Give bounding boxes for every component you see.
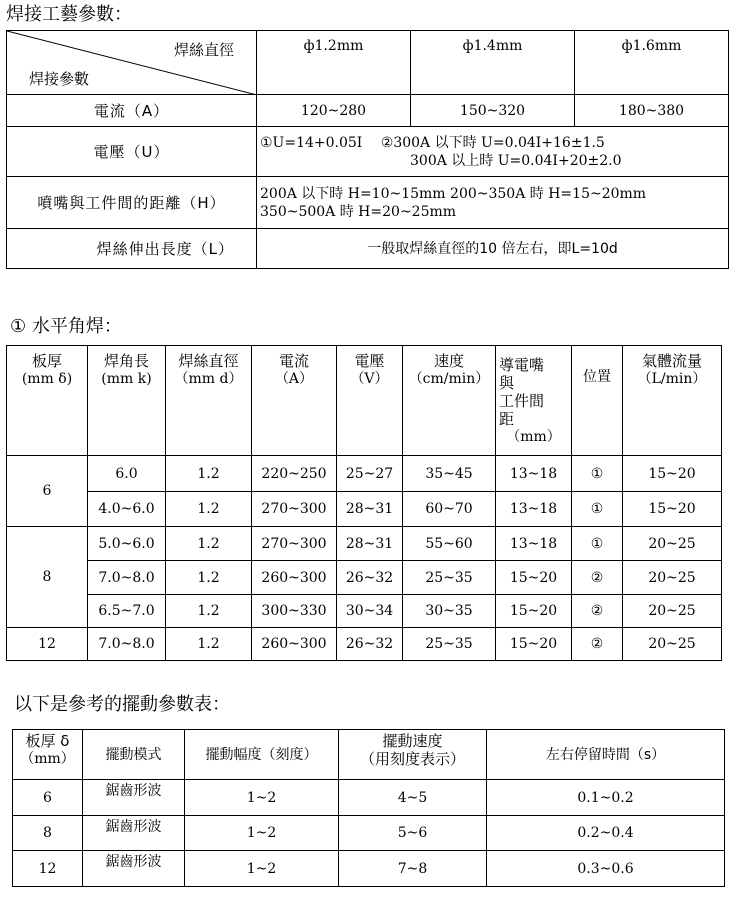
position-cell: ②	[572, 561, 623, 595]
tip-cell: 13~18	[496, 527, 572, 561]
welding-parameter-header: 焊接參數	[29, 70, 90, 88]
header-speed	[403, 346, 496, 456]
table-row	[13, 851, 725, 887]
current-label: 電流（A）	[7, 95, 257, 127]
header-wire-label: 焊絲直徑	[178, 352, 239, 370]
voltage-label: 電壓（U）	[7, 127, 257, 177]
gas-cell: 20~25	[623, 561, 722, 595]
osc-header-dwell: 左右停留時間（s）	[487, 730, 725, 780]
thickness-cell: 12	[7, 628, 88, 661]
position-cell: ①	[572, 527, 623, 561]
table-row	[13, 816, 725, 851]
header-current-unit: （A）	[274, 371, 314, 387]
header-current-label: 電流	[278, 352, 309, 370]
speed-cell: 25~35	[403, 561, 496, 595]
osc-thickness-cell: 8	[13, 816, 83, 851]
header-position: 位置	[572, 346, 623, 456]
diameter-1-6: ф1.6mm	[575, 31, 729, 95]
thickness-cell: 8	[7, 527, 88, 628]
header-leg-label: 焊角長	[103, 352, 149, 370]
speed-cell: 55~60	[403, 527, 496, 561]
header-speed-unit: （cm/min）	[408, 371, 490, 387]
position-cell: ②	[572, 595, 623, 628]
oscillation-parameters-title: 以下是參考的擺動參數表：	[14, 694, 230, 715]
leg-cell: 6.5~7.0	[88, 595, 166, 628]
tip-cell: 15~20	[496, 628, 572, 661]
table-row	[7, 492, 722, 527]
osc-header-speed	[339, 730, 487, 780]
position-cell: ①	[572, 492, 623, 527]
table-row	[7, 561, 722, 595]
osc-speed-cell: 7~8	[339, 851, 487, 887]
speed-cell: 30~35	[403, 595, 496, 628]
osc-header-thickness-label: 板厚 δ	[25, 732, 70, 750]
osc-amplitude-cell: 1~2	[185, 780, 339, 816]
oscillation-parameters-table	[12, 729, 725, 887]
osc-header-mode: 擺動模式	[83, 730, 185, 780]
osc-amplitude-cell: 1~2	[185, 816, 339, 851]
voltage-cell: 26~32	[337, 561, 403, 595]
osc-header-amplitude: 擺動幅度（刻度）	[185, 730, 339, 780]
current-cell: 270~300	[252, 527, 337, 561]
nozzle-distance-cell	[257, 177, 729, 229]
header-tip-line-1: 導電嘴	[499, 355, 545, 374]
osc-header-thickness-unit: （mm）	[20, 751, 75, 767]
current-cell: 300~330	[252, 595, 337, 628]
gas-cell: 15~20	[623, 492, 722, 527]
header-voltage	[337, 346, 403, 456]
header-current	[252, 346, 337, 456]
leg-cell: 7.0~8.0	[88, 628, 166, 661]
speed-cell: 25~35	[403, 628, 496, 661]
voltage-cell: 30~34	[337, 595, 403, 628]
header-tip-line-2: 與	[499, 373, 515, 392]
header-voltage-label: 電壓	[354, 352, 385, 370]
header-wire-unit: （mm d）	[174, 371, 243, 387]
header-thickness-unit: (mm δ)	[21, 371, 73, 387]
wire-cell: 1.2	[166, 561, 252, 595]
osc-mode-cell: 鋸齒形波	[83, 816, 185, 851]
nozzle-distance-line-1: 200A 以下時 H=10~15mm 200~350A 時 H=15~20mm	[260, 185, 647, 202]
voltage-formula-line-2: 300A 以上時 U=0.04I+20±2.0	[410, 152, 622, 169]
osc-speed-cell: 5~6	[339, 816, 487, 851]
header-thickness	[7, 346, 88, 456]
leg-cell: 4.0~6.0	[88, 492, 166, 527]
diagonal-header-cell	[7, 31, 257, 95]
osc-header-speed-unit: （用刻度表示）	[359, 750, 465, 768]
table-row	[7, 628, 722, 661]
thickness-cell: 6	[7, 456, 88, 527]
nozzle-distance-line-2: 350~500A 時 H=20~25mm	[260, 203, 457, 220]
header-gas-unit: （L/min）	[637, 371, 707, 387]
header-tip-line-3: 工件間	[499, 391, 545, 410]
osc-header-thickness	[13, 730, 83, 780]
wire-cell: 1.2	[166, 527, 252, 561]
wire-diameter-header: 焊絲直徑	[173, 41, 234, 59]
header-gas-label: 氣體流量	[641, 352, 702, 370]
table-row	[7, 595, 722, 628]
osc-dwell-cell: 0.3~0.6	[487, 851, 725, 887]
header-speed-label: 速度	[433, 352, 464, 370]
table-row	[7, 456, 722, 492]
leg-cell: 5.0~6.0	[88, 527, 166, 561]
osc-header-speed-label: 擺動速度	[382, 732, 443, 750]
voltage-cell: 28~31	[337, 527, 403, 561]
osc-speed-cell: 4~5	[339, 780, 487, 816]
voltage-formula-cell	[257, 127, 729, 177]
tip-cell: 15~20	[496, 561, 572, 595]
position-cell: ②	[572, 628, 623, 661]
header-tip-distance	[496, 346, 572, 456]
gas-cell: 20~25	[623, 527, 722, 561]
osc-dwell-cell: 0.1~0.2	[487, 780, 725, 816]
gas-cell: 15~20	[623, 456, 722, 492]
horizontal-fillet-weld-title: ① 水平角焊：	[10, 316, 122, 337]
header-thickness-label: 板厚	[31, 352, 62, 370]
header-leg-length	[88, 346, 166, 456]
header-voltage-unit: （V）	[350, 371, 389, 387]
diameter-1-2: ф1.2mm	[257, 31, 411, 95]
position-cell: ①	[572, 456, 623, 492]
table-row	[7, 527, 722, 561]
header-wire-diameter	[166, 346, 252, 456]
wire-cell: 1.2	[166, 628, 252, 661]
current-cell: 270~300	[252, 492, 337, 527]
diameter-1-4: ф1.4mm	[411, 31, 575, 95]
voltage-cell: 26~32	[337, 628, 403, 661]
leg-cell: 7.0~8.0	[88, 561, 166, 595]
current-1-2: 120~280	[257, 95, 411, 127]
osc-dwell-cell: 0.2~0.4	[487, 816, 725, 851]
current-cell: 220~250	[252, 456, 337, 492]
table-row	[13, 780, 725, 816]
tip-cell: 13~18	[496, 492, 572, 527]
current-1-4: 150~320	[411, 95, 575, 127]
wire-cell: 1.2	[166, 456, 252, 492]
osc-amplitude-cell: 1~2	[185, 851, 339, 887]
tip-cell: 13~18	[496, 456, 572, 492]
voltage-cell: 25~27	[337, 456, 403, 492]
welding-parameters-table	[6, 30, 729, 269]
leg-cell: 6.0	[88, 456, 166, 492]
welding-parameters-title: 焊接工藝參數：	[6, 4, 132, 25]
header-tip-line-4: 距	[499, 409, 515, 428]
tip-cell: 15~20	[496, 595, 572, 628]
nozzle-distance-label: 噴嘴與工件間的距離（H）	[7, 177, 257, 229]
current-cell: 260~300	[252, 628, 337, 661]
wire-cell: 1.2	[166, 595, 252, 628]
header-leg-unit: (mm k)	[101, 371, 152, 387]
wire-cell: 1.2	[166, 492, 252, 527]
voltage-cell: 28~31	[337, 492, 403, 527]
current-1-6: 180~380	[575, 95, 729, 127]
osc-thickness-cell: 6	[13, 780, 83, 816]
header-gas-flow	[623, 346, 722, 456]
osc-thickness-cell: 12	[13, 851, 83, 887]
voltage-formula-line-1: ①U=14+0.05I ②300A 以下時 U=0.04I+16±1.5	[260, 134, 605, 151]
wire-extension-label: 焊絲伸出長度（L）	[7, 229, 257, 269]
speed-cell: 35~45	[403, 456, 496, 492]
gas-cell: 20~25	[623, 595, 722, 628]
wire-extension-value: 一般取焊絲直徑的10 倍左右，即L=10d	[257, 229, 729, 269]
osc-mode-cell: 鋸齒形波	[83, 851, 185, 887]
current-cell: 260~300	[252, 561, 337, 595]
speed-cell: 60~70	[403, 492, 496, 527]
osc-mode-cell: 鋸齒形波	[83, 780, 185, 816]
header-tip-unit: （mm）	[506, 428, 561, 445]
horizontal-fillet-weld-table	[6, 345, 722, 661]
gas-cell: 20~25	[623, 628, 722, 661]
